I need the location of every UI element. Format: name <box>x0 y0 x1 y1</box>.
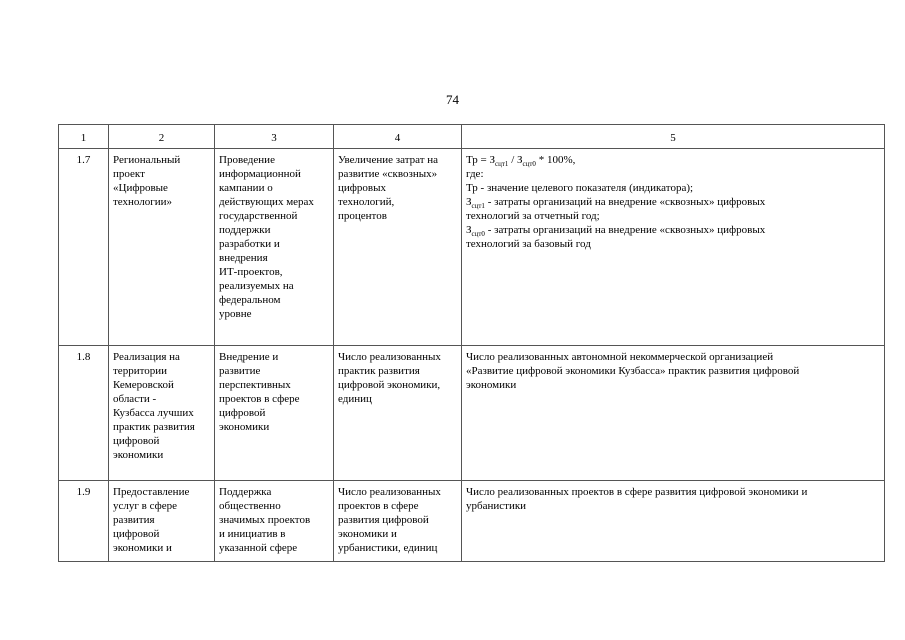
column-header-1: 1 <box>59 125 109 149</box>
table-header-row <box>59 125 885 149</box>
method-cell: Число реализованных автономной некоммерческой организацией «Развитие цифровой экономики Кузбасса» практик развития цифровой экономики <box>462 346 885 481</box>
table-row <box>59 481 885 562</box>
indicator-cell: Увеличение затрат на развитие «сквозных» цифровых технологий, процентов <box>334 149 462 346</box>
method-cell <box>462 149 885 346</box>
activity-cell: Внедрение и развитие перспективных проектов в сфере цифровой экономики <box>215 346 334 481</box>
column-header-5: 5 <box>462 125 885 149</box>
z0-definition: $З_{сцт0}$ - затраты организаций на внедрение «сквозных» цифровых технологий за базовый год <box>466 224 766 250</box>
column-header-2: 2 <box>109 125 215 149</box>
z1-definition: $З_{сцт1}$ - затраты организаций на внедрение «сквозных» цифровых технологий за отчетный год; <box>466 196 766 222</box>
row-number: 1.8 <box>59 346 109 481</box>
project-cell: Предоставление услуг в сфере развития цифровой экономики и <box>109 481 215 562</box>
method-cell: Число реализованных проектов в сфере развития цифровой экономики и урбанистики <box>462 481 885 562</box>
activity-cell: Проведение информационной кампании о действующих мерах государственной поддержки разработки и внедрения ИТ-проектов, реализуемых на федеральном уровне <box>215 149 334 346</box>
project-cell: Региональный проект «Цифровые технологии» <box>109 149 215 346</box>
formula: Тр = $З_{сцт1} / З_{сцт0} * 100\%$, <box>466 154 576 169</box>
indicators-table <box>58 124 885 562</box>
page-number: 74 <box>446 92 459 107</box>
indicator-cell: Число реализованных практик развития цифровой экономики, единиц <box>334 346 462 481</box>
column-header-4: 4 <box>334 125 462 149</box>
indicator-cell: Число реализованных проектов в сфере развития цифровой экономики и урбанистики, единиц <box>334 481 462 562</box>
row-number: 1.7 <box>59 149 109 346</box>
column-header-3: 3 <box>215 125 334 149</box>
table-row <box>59 346 885 481</box>
where-label: где: <box>466 168 484 180</box>
activity-cell: Поддержка общественно значимых проектов и инициатив в указанной сфере <box>215 481 334 562</box>
table-row <box>59 149 885 346</box>
row-number: 1.9 <box>59 481 109 562</box>
project-cell: Реализация на территории Кемеровской области - Кузбасса лучших практик развития цифровой экономики <box>109 346 215 481</box>
tr-definition: Тр - значение целевого показателя (индикатора); <box>466 182 694 194</box>
